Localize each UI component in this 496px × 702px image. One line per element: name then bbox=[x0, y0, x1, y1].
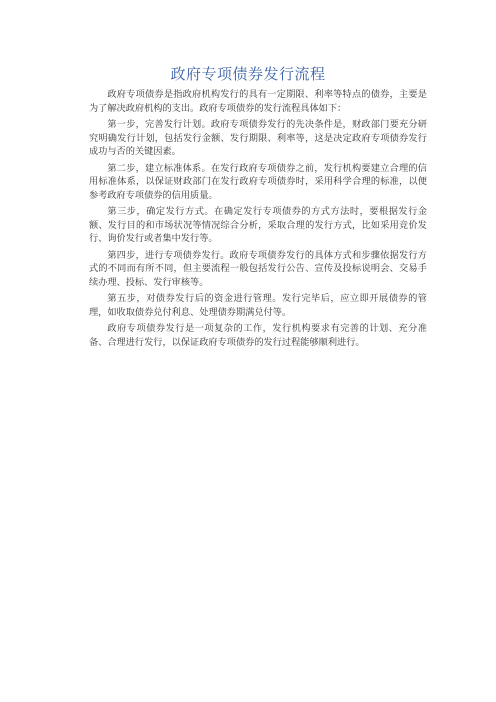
document-title: 政府专项债券发行流程 bbox=[170, 65, 326, 83]
document-body bbox=[89, 88, 427, 352]
paragraph-step-5: 第五步，对债券发行后的资金进行管理。发行完毕后，应立即开展债券的管理，如收取债券兑付利息、处理债券期满兑付等。 bbox=[89, 293, 427, 318]
paragraph-conclusion: 政府专项债券发行是一项复杂的工作，发行机构要求有完善的计划、充分准备、合理进行发行，以保证政府专项债券的发行过程能够顺利进行。 bbox=[89, 323, 427, 348]
paragraph-step-3: 第三步，确定发行方式。在确定发行专项债券的方式方法时，要根据发行金额、发行目的和市场状况等情况综合分析，采取合理的发行方式，比如采用竞价发行、询价发行或者集中发行等。 bbox=[89, 206, 427, 244]
paragraph-step-1: 第一步，完善发行计划。政府专项债券发行的先决条件是，财政部门要充分研究明确发行计划，包括发行金额、发行期限、利率等，这是决定政府专项债券发行成功与否的关键因素。 bbox=[89, 119, 427, 157]
paragraph-step-4: 第四步，进行专项债券发行。政府专项债券发行的具体方式和步骤依据发行方式的不同而有所不同，但主要流程一般包括发行公告、宣传及投标说明会、交易手续办理、投标、发行审核等。 bbox=[89, 249, 427, 288]
paragraph-intro: 政府专项债券是指政府机构发行的具有一定期限、利率等特点的债券，主要是为了解决政府机构的支出。政府专项债券的发行流程具体如下： bbox=[89, 89, 427, 114]
paragraph-step-2: 第二步，建立标准体系。在发行政府专项债券之前，发行机构要建立合理的信用标准体系，以保证财政部门在发行政府专项债券时，采用科学合理的标准，以便参考政府专项债券的信用质量。 bbox=[89, 162, 427, 201]
